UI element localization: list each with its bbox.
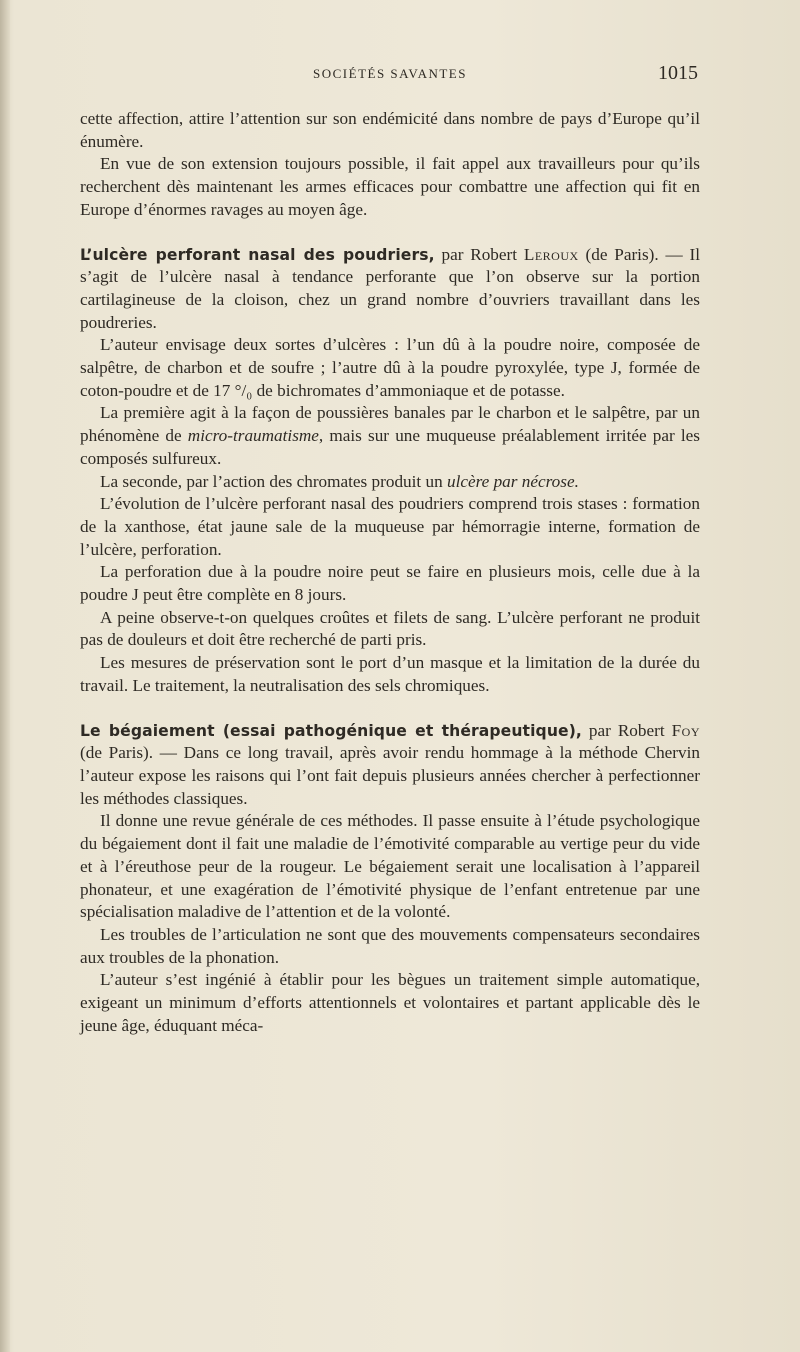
italic-term: micro-traumatisme (187, 426, 319, 446)
intro-text: (de Paris). — Dans ce long travail, après avoir rendu hommage à la méthode Chervin l’auteur expose les raisons qui l’ont fait depuis plusieurs années chercher à perfectionner les méthodes classiques. (80, 743, 700, 808)
italic-term: ulcère par nécrose. (446, 471, 579, 491)
article-ulcere-intro (80, 244, 700, 335)
article-begaiement-intro (80, 720, 700, 811)
paragraph: L’auteur s’est ingénié à établir pour les bègues un traitement simple automatique, exigeant un minimum d’efforts attentionnels et volontaires et partant applicable dès le jeune âge, éduquant méca- (80, 970, 700, 1035)
page-spine-shadow (0, 0, 10, 1352)
paragraph (80, 471, 700, 494)
text-span: , mais sur une muqueuse préalablement irritée par les composés sulfureux. (80, 426, 700, 468)
paragraph: A peine observe-t-on quelques croûtes et filets de sang. L’ulcère perforant ne produit pas de douleurs et doit être recherché de parti pris. (80, 607, 700, 650)
intro-text: (de Paris). — Il s’agit de l’ulcère nasal à tendance perforante que l’on observe sur la portion cartilagineuse de la cloison, chez un grand nombre d’ouvriers travaillant dans les poudreries. (80, 244, 700, 332)
text-span: La seconde, par l’action des chromates produit un (100, 471, 447, 491)
author-prefix: par Robert (581, 720, 672, 740)
author-prefix: par Robert (434, 244, 524, 264)
paragraph: L’auteur envisage deux sortes d’ulcères : l’un dû à la poudre noire, composée de salpêtre, de charbon et de soufre ; l’autre dû à la poudre pyroxylée, type J, formée de coton-poudre et de 17 °/₀ de bichromates d’ammoniaque et de potasse. (80, 335, 700, 400)
paragraph: En vue de son extension toujours possible, il fait appel aux travailleurs pour qu’ils recherchent dès maintenant les armes efficaces pour combattre une affection qui fit en Europe d’énormes ravages au moyen âge. (80, 154, 700, 219)
text-span: La première agit à la façon de poussières banales par le charbon et le salpêtre, par un phénomène de (80, 403, 700, 446)
paragraph: cette affection, attire l’attention sur son endémicité dans nombre de pays d’Europe qu’il énumère. (80, 109, 700, 151)
paragraph: Il donne une revue générale de ces méthodes. Il passe ensuite à l’étude psychologique du bégaiement dont il fait une maladie de l’émotivité comparable au vertige peur du vide et à l’éreuthose peur de la rougeur. Le bégaiement serait une localisation à l’appareil phonateur, et une exagération de l’émotivité physique de l’enfant entretenue par une spécialisation maladive de l’attention et de la volonté. (80, 811, 700, 922)
paragraph: Les troubles de l’articulation ne sont que des mouvements compensateurs secondaires aux troubles de la phonation. (80, 924, 700, 967)
paragraph: L’évolution de l’ulcère perforant nasal des poudriers comprend trois stases : formation de la xanthose, état jaune sale de la muqueuse par hémorragie interne, formation de l’ulcère, perforation. (80, 494, 700, 559)
paragraph: La perforation due à la poudre noire peut se faire en plusieurs mois, celle due à la poudre J peut être complète en 8 jours. (80, 562, 700, 605)
article-title: Le bégaiement (essai pathogénique et thérapeutique), (80, 721, 582, 740)
body-text (80, 108, 700, 1037)
article-title: L’ulcère perforant nasal des poudriers, (80, 245, 435, 264)
author-name: Leroux (523, 244, 579, 264)
page-number: 1015 (658, 62, 698, 84)
paragraph (80, 402, 700, 470)
page-header (80, 62, 700, 92)
running-title: SOCIÉTÉS SAVANTES (313, 66, 467, 81)
paragraph: Les mesures de préservation sont le port d’un masque et la limitation de la durée du travail. Le traitement, la neutralisation des sels chromiques. (80, 653, 700, 695)
author-name: Foy (671, 720, 700, 740)
